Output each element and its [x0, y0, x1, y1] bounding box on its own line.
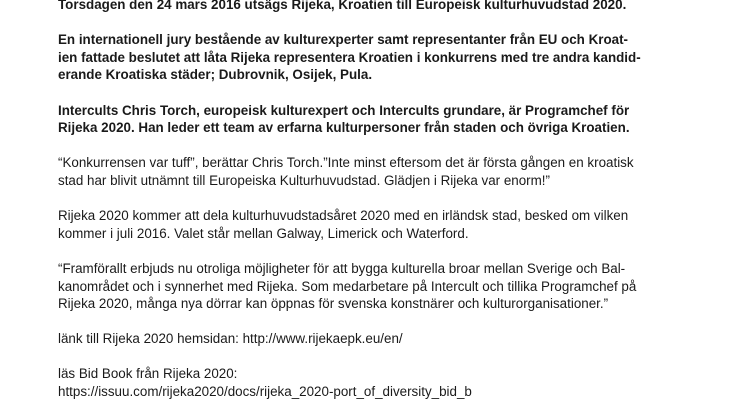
- paragraph-announcement: [58, 0, 718, 14]
- paragraph-program-chief: [58, 102, 718, 137]
- paragraph-quote-competition: [58, 154, 718, 189]
- bid-book-url-text: https://issuu.com/rijeka2020/docs/rijeka_2020-port_of_diversity_bid_b: [58, 384, 472, 400]
- text-line: “Framförallt erbjuds nu otroliga möjligheter för att bygga kulturella broar mellan Sverige och Bal-: [58, 260, 626, 276]
- text-line: Rijeka 2020. Han leder ett team av erfarna kulturpersoner från staden och övriga Kroatien.: [58, 120, 630, 136]
- text-line: kommer i juli 2016. Valet står mellan Galway, Limerick och Waterford.: [58, 225, 469, 241]
- text-line: En internationell jury bestående av kulturexperter samt representanter från EU och Kroat-: [58, 32, 629, 48]
- paragraph-website-link: [58, 330, 718, 348]
- text-line: “Konkurrensen var tuff”, berättar Chris Torch.”Inte minst eftersom det är första gången en kroatisk: [58, 155, 634, 171]
- document-page: [58, 0, 718, 418]
- text-line: Torsdagen den 24 mars 2016 utsägs Rijeka, Kroatien till Europeisk kulturhuvudstad 2020.: [58, 0, 627, 12]
- text-line: stad har blivit utnämnt till Europeiska Kulturhuvudstad. Glädjen i Rijeka var enorm!”: [58, 172, 550, 188]
- text-line: ien fattade beslutet att låta Rijeka representera Kroatien i konkurrens med tre andra kandid-: [58, 49, 641, 65]
- text-line: Intercults Chris Torch, europeisk kulturexpert och Intercults grundare, är Programchef för: [58, 102, 630, 118]
- text-line: Rijeka 2020, många nya dörrar kan öppnas för svenska konstnärer och kulturorganisationer.”: [58, 296, 609, 312]
- paragraph-irish-city: [58, 207, 718, 242]
- website-link-text: länk till Rijeka 2020 hemsidan: http://www.rijekaepk.eu/en/: [58, 331, 403, 347]
- text-line: läs Bid Book från Rijeka 2020:: [58, 366, 238, 382]
- text-line: Rijeka 2020 kommer att dela kulturhuvudstadsåret 2020 med en irländsk stad, besked om vilken: [58, 208, 629, 224]
- paragraph-quote-opportunities: [58, 260, 718, 313]
- paragraph-bid-book: [58, 365, 718, 400]
- paragraph-jury: [58, 31, 718, 84]
- text-line: kanområdet och i synnerhet med Rijeka. Som medarbetare på Intercult och tillika Programchef på: [58, 278, 637, 294]
- text-line: erande Kroatiska städer; Dubrovnik, Osijek, Pula.: [58, 67, 373, 83]
